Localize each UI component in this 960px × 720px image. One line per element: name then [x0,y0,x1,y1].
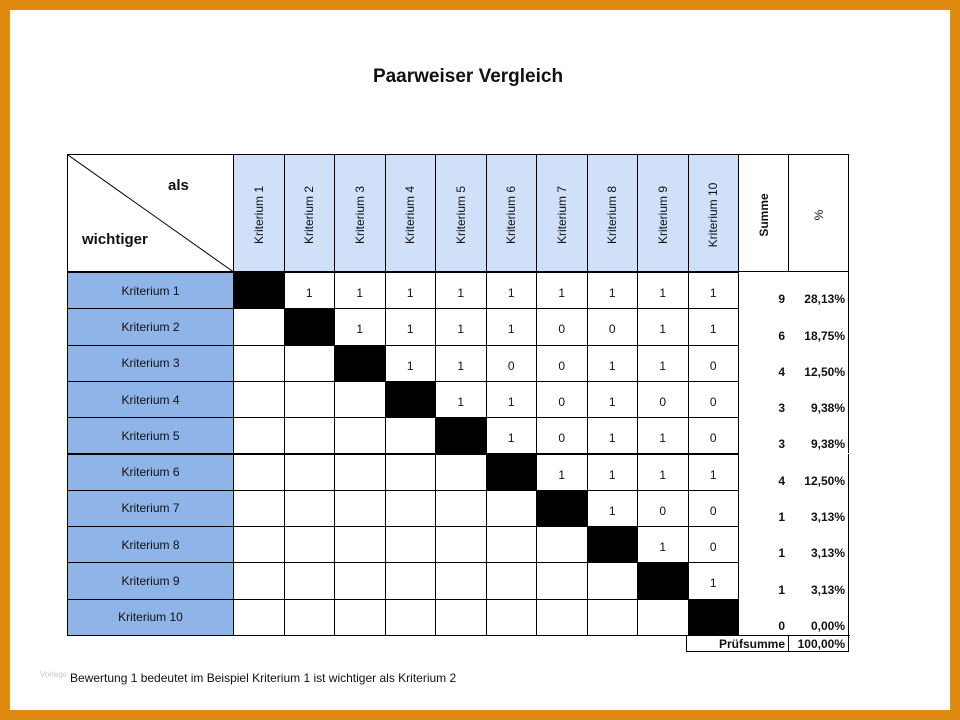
diagonal-cell [688,599,740,636]
row-percent: 28,13% [788,272,849,308]
check-sum-value: 100,00% [788,635,849,652]
column-header-label: Kriterium 2 [302,186,317,245]
row-percent: 18,75% [788,308,849,344]
matrix-cell[interactable]: 1 [284,272,336,309]
diagonal-cell [385,381,437,418]
matrix-cell[interactable]: 1 [385,272,437,309]
matrix-cell-empty[interactable] [435,526,487,563]
matrix-cell-empty[interactable] [334,526,386,563]
column-header [435,154,487,272]
row-header: Kriterium 3 [67,345,234,382]
page-title: Paarweiser Vergleich [372,66,564,87]
matrix-cell-empty[interactable] [233,345,285,382]
column-header-label: Kriterium 4 [403,186,418,245]
row-header: Kriterium 4 [67,381,234,418]
matrix-cell-empty[interactable] [284,454,336,491]
row-percent: 3,13% [788,562,849,598]
matrix-cell-empty[interactable] [385,526,437,563]
matrix-cell[interactable]: 1 [587,454,639,491]
corner-cell [67,154,234,272]
matrix-cell[interactable]: 0 [637,490,689,527]
matrix-cell[interactable]: 1 [334,308,386,345]
column-header [334,154,386,272]
row-header: Kriterium 8 [67,526,234,563]
row-header: Kriterium 10 [67,599,234,636]
column-header [587,154,639,272]
matrix-cell-empty[interactable] [385,599,437,636]
matrix-cell[interactable]: 0 [587,308,639,345]
matrix-cell[interactable]: 1 [435,272,487,309]
matrix-cell[interactable]: 1 [688,562,740,599]
matrix-cell[interactable]: 0 [688,345,740,382]
matrix-cell-empty[interactable] [435,599,487,636]
matrix-cell-empty[interactable] [284,345,336,382]
matrix-cell-empty[interactable] [486,490,538,527]
row-header: Kriterium 9 [67,562,234,599]
matrix-cell[interactable]: 1 [688,308,740,345]
diagonal-divider [68,155,234,272]
row-sum: 4 [738,345,789,381]
matrix-cell[interactable]: 1 [486,381,538,418]
matrix-cell-empty[interactable] [486,562,538,599]
matrix-cell[interactable]: 1 [637,526,689,563]
column-header [637,154,689,272]
matrix-cell[interactable]: 1 [587,417,639,454]
row-sum: 3 [738,381,789,417]
matrix-cell[interactable]: 1 [486,308,538,345]
row-sum: 1 [738,526,789,562]
matrix-cell[interactable]: 0 [688,381,740,418]
row-header: Kriterium 2 [67,308,234,345]
matrix-cell[interactable]: 1 [688,454,740,491]
matrix-cell-empty[interactable] [536,599,588,636]
matrix-cell[interactable]: 1 [536,272,588,309]
worksheet [10,10,950,710]
corner-label-wichtiger: wichtiger [82,231,148,248]
matrix-cell-empty[interactable] [233,599,285,636]
matrix-cell[interactable]: 1 [486,417,538,454]
row-percent: 12,50% [788,454,849,490]
matrix-cell[interactable]: 0 [536,308,588,345]
column-header [284,154,336,272]
matrix-cell[interactable]: 1 [385,308,437,345]
matrix-cell-empty[interactable] [284,490,336,527]
matrix-cell-empty[interactable] [233,490,285,527]
column-header-label: Kriterium 7 [554,186,569,245]
column-header [536,154,588,272]
column-header [486,154,538,272]
row-percent: 3,13% [788,490,849,526]
diagonal-cell [284,308,336,345]
row-sum: 3 [738,417,789,453]
matrix-cell[interactable]: 1 [334,272,386,309]
footnote: Bewertung 1 bedeutet im Beispiel Kriterium 1 ist wichtiger als Kriterium 2 [70,671,457,685]
column-header-label: Kriterium 6 [504,186,519,245]
matrix-cell-empty[interactable] [334,381,386,418]
matrix-cell[interactable]: 1 [587,381,639,418]
matrix-cell-empty[interactable] [385,490,437,527]
matrix-cell-empty[interactable] [536,526,588,563]
matrix-cell[interactable]: 0 [688,526,740,563]
watermark-text: Vorlage [40,670,68,679]
matrix-cell-empty[interactable] [233,417,285,454]
matrix-cell-empty[interactable] [233,454,285,491]
row-percent: 0,00% [788,599,849,635]
percent-header [788,154,849,272]
matrix-cell-empty[interactable] [587,599,639,636]
corner-label-als: als [168,177,189,194]
column-header [385,154,437,272]
matrix-cell-empty[interactable] [284,562,336,599]
diagonal-cell [233,272,285,309]
matrix-cell[interactable]: 1 [536,454,588,491]
row-sum: 1 [738,490,789,526]
matrix-cell[interactable]: 1 [637,345,689,382]
diagonal-cell [486,454,538,491]
column-header [233,154,285,272]
matrix-cell-empty[interactable] [486,526,538,563]
column-header-label: Kriterium 9 [655,186,670,245]
matrix-cell[interactable]: 0 [536,381,588,418]
diagonal-cell [334,345,386,382]
row-sum: 9 [738,272,789,308]
matrix-cell-empty[interactable] [284,526,336,563]
row-percent: 12,50% [788,345,849,381]
column-header-label: Kriterium 1 [251,186,266,245]
column-header-label: Kriterium 3 [352,186,367,245]
column-header-label: Kriterium 5 [453,186,468,245]
diagonal-cell [637,562,689,599]
row-sum: 0 [738,599,789,635]
matrix-cell[interactable]: 1 [587,272,639,309]
matrix-cell-empty[interactable] [435,490,487,527]
row-percent: 9,38% [788,417,849,453]
check-sum-label: Prüfsumme [686,635,789,652]
matrix-cell[interactable]: 0 [486,345,538,382]
matrix-cell[interactable]: 1 [637,454,689,491]
matrix-cell-empty[interactable] [385,562,437,599]
matrix-cell-empty[interactable] [435,454,487,491]
matrix-cell-empty[interactable] [284,599,336,636]
row-header: Kriterium 5 [67,417,234,454]
sum-header [738,154,789,272]
sum-header-label: Summe [756,193,771,237]
matrix-cell[interactable]: 1 [637,272,689,309]
matrix-cell[interactable]: 1 [435,345,487,382]
matrix-cell-empty[interactable] [233,562,285,599]
matrix-cell-empty[interactable] [233,526,285,563]
diagonal-cell [536,490,588,527]
matrix-cell-empty[interactable] [334,599,386,636]
matrix-cell[interactable]: 1 [435,381,487,418]
column-header-label: Kriterium 10 [706,182,721,248]
matrix-cell[interactable]: 1 [435,308,487,345]
matrix-cell[interactable]: 1 [688,272,740,309]
row-sum: 4 [738,454,789,490]
matrix-cell[interactable]: 1 [637,308,689,345]
column-header-label: Kriterium 8 [605,186,620,245]
row-header: Kriterium 7 [67,490,234,527]
matrix-cell-empty[interactable] [385,454,437,491]
percent-header-label: % [811,209,826,221]
matrix-cell-empty[interactable] [385,417,437,454]
matrix-cell-empty[interactable] [233,381,285,418]
matrix-cell[interactable]: 1 [587,345,639,382]
matrix-cell-empty[interactable] [486,599,538,636]
matrix-cell-empty[interactable] [233,308,285,345]
row-sum: 1 [738,562,789,598]
matrix-cell-empty[interactable] [637,599,689,636]
row-header: Kriterium 1 [67,272,234,309]
matrix-cell[interactable]: 1 [486,272,538,309]
matrix-cell-empty[interactable] [334,490,386,527]
matrix-cell[interactable]: 0 [536,417,588,454]
matrix-cell-empty[interactable] [435,562,487,599]
row-percent: 3,13% [788,526,849,562]
matrix-cell[interactable]: 1 [587,490,639,527]
matrix-cell-empty[interactable] [284,381,336,418]
column-header [688,154,740,272]
diagonal-cell [587,526,639,563]
matrix-cell[interactable]: 0 [637,381,689,418]
row-header: Kriterium 6 [67,454,234,491]
matrix-cell-empty[interactable] [334,417,386,454]
matrix-cell[interactable]: 0 [688,417,740,454]
row-percent: 9,38% [788,381,849,417]
matrix-cell[interactable]: 0 [536,345,588,382]
matrix-cell-empty[interactable] [334,454,386,491]
matrix-cell[interactable]: 1 [637,417,689,454]
matrix-cell-empty[interactable] [334,562,386,599]
matrix-cell-empty[interactable] [587,562,639,599]
diagonal-cell [435,417,487,454]
matrix-cell[interactable]: 0 [688,490,740,527]
row-sum: 6 [738,308,789,344]
matrix-cell[interactable]: 1 [385,345,437,382]
matrix-cell-empty[interactable] [284,417,336,454]
matrix-cell-empty[interactable] [536,562,588,599]
